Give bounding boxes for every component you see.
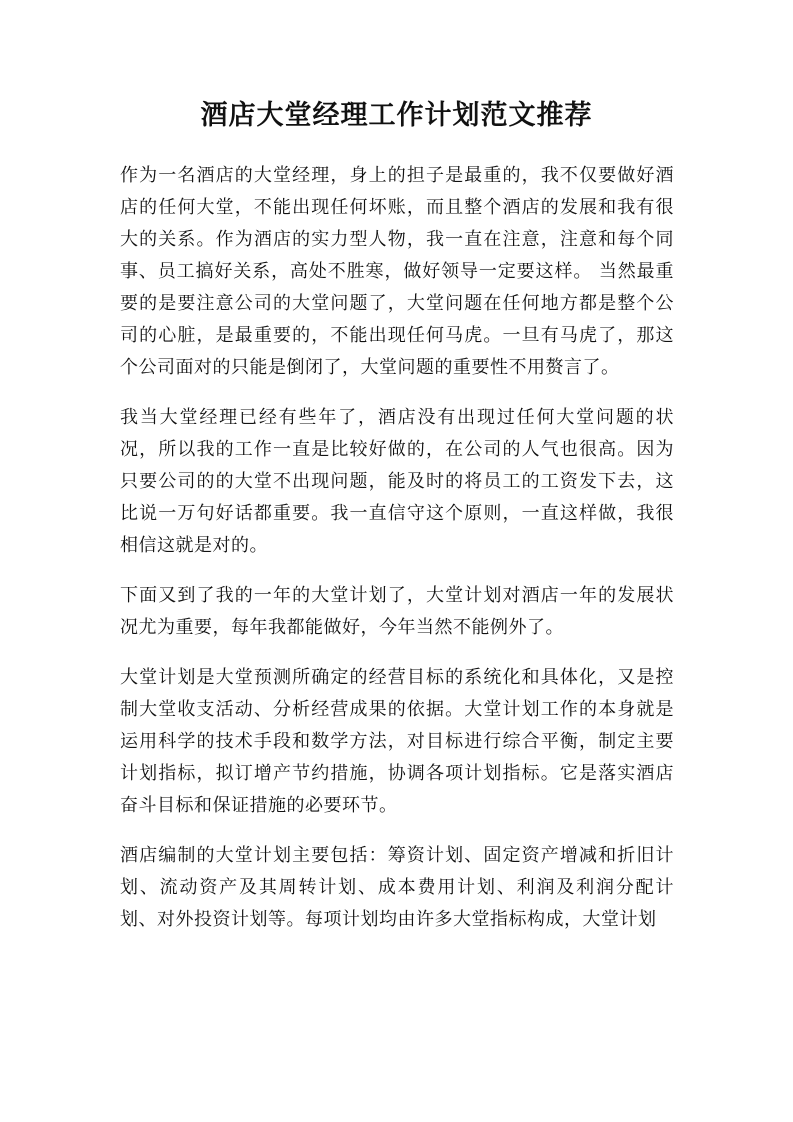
document-title: 酒店大堂经理工作计划范文推荐 [200,100,593,131]
document-body [120,160,674,954]
paragraph-5: 酒店编制的大堂计划主要包括：筹资计划、固定资产增减和折旧计划、流动资产及其周转计划、成本费用计划、利润及利润分配计划、对外投资计划等。每项计划均由许多大堂指标构成，大堂计划 [120,845,674,930]
paragraph-3: 下面又到了我的一年的大堂计划了，大堂计划对酒店一年的发展状况尤为重要，每年我都能做好，今年当然不能例外了。 [120,585,674,638]
paragraph-4: 大堂计划是大堂预测所确定的经营目标的系统化和具体化，又是控制大堂收支活动、分析经营成果的依据。大堂计划工作的本身就是运用科学的技术手段和数学方法，对目标进行综合平衡，制定主要计划指标，拟订增产节约措施，协调各项计划指标。它是落实酒店奋斗目标和保证措施的必要环节。 [120,667,674,816]
paragraph-2: 我当大堂经理已经有些年了，酒店没有出现过任何大堂问题的状况，所以我的工作一直是比较好做的，在公司的人气也很高。因为只要公司的的大堂不出现问题，能及时的将员工的工资发下去，这比说一万句好话都重要。我一直信守这个原则，一直这样做，我很相信这就是对的。 [120,407,674,556]
paragraph-1: 作为一名酒店的大堂经理，身上的担子是最重的，我不仅要做好酒店的任何大堂，不能出现任何坏账，而且整个酒店的发展和我有很大的关系。作为酒店的实力型人物，我一直在注意，注意和每个同事、员工搞好关系，高处不胜寒，做好领导一定要这样。 当然最重要的是要注意公司的大堂问题了，大堂问题在任何地方都是整个公司的心脏，是最重要的，不能出现任何马虎。一旦有马虎了，那这个公司面对的只能是倒闭了，大堂问题的重要性不用赘言了。 [120,165,674,378]
